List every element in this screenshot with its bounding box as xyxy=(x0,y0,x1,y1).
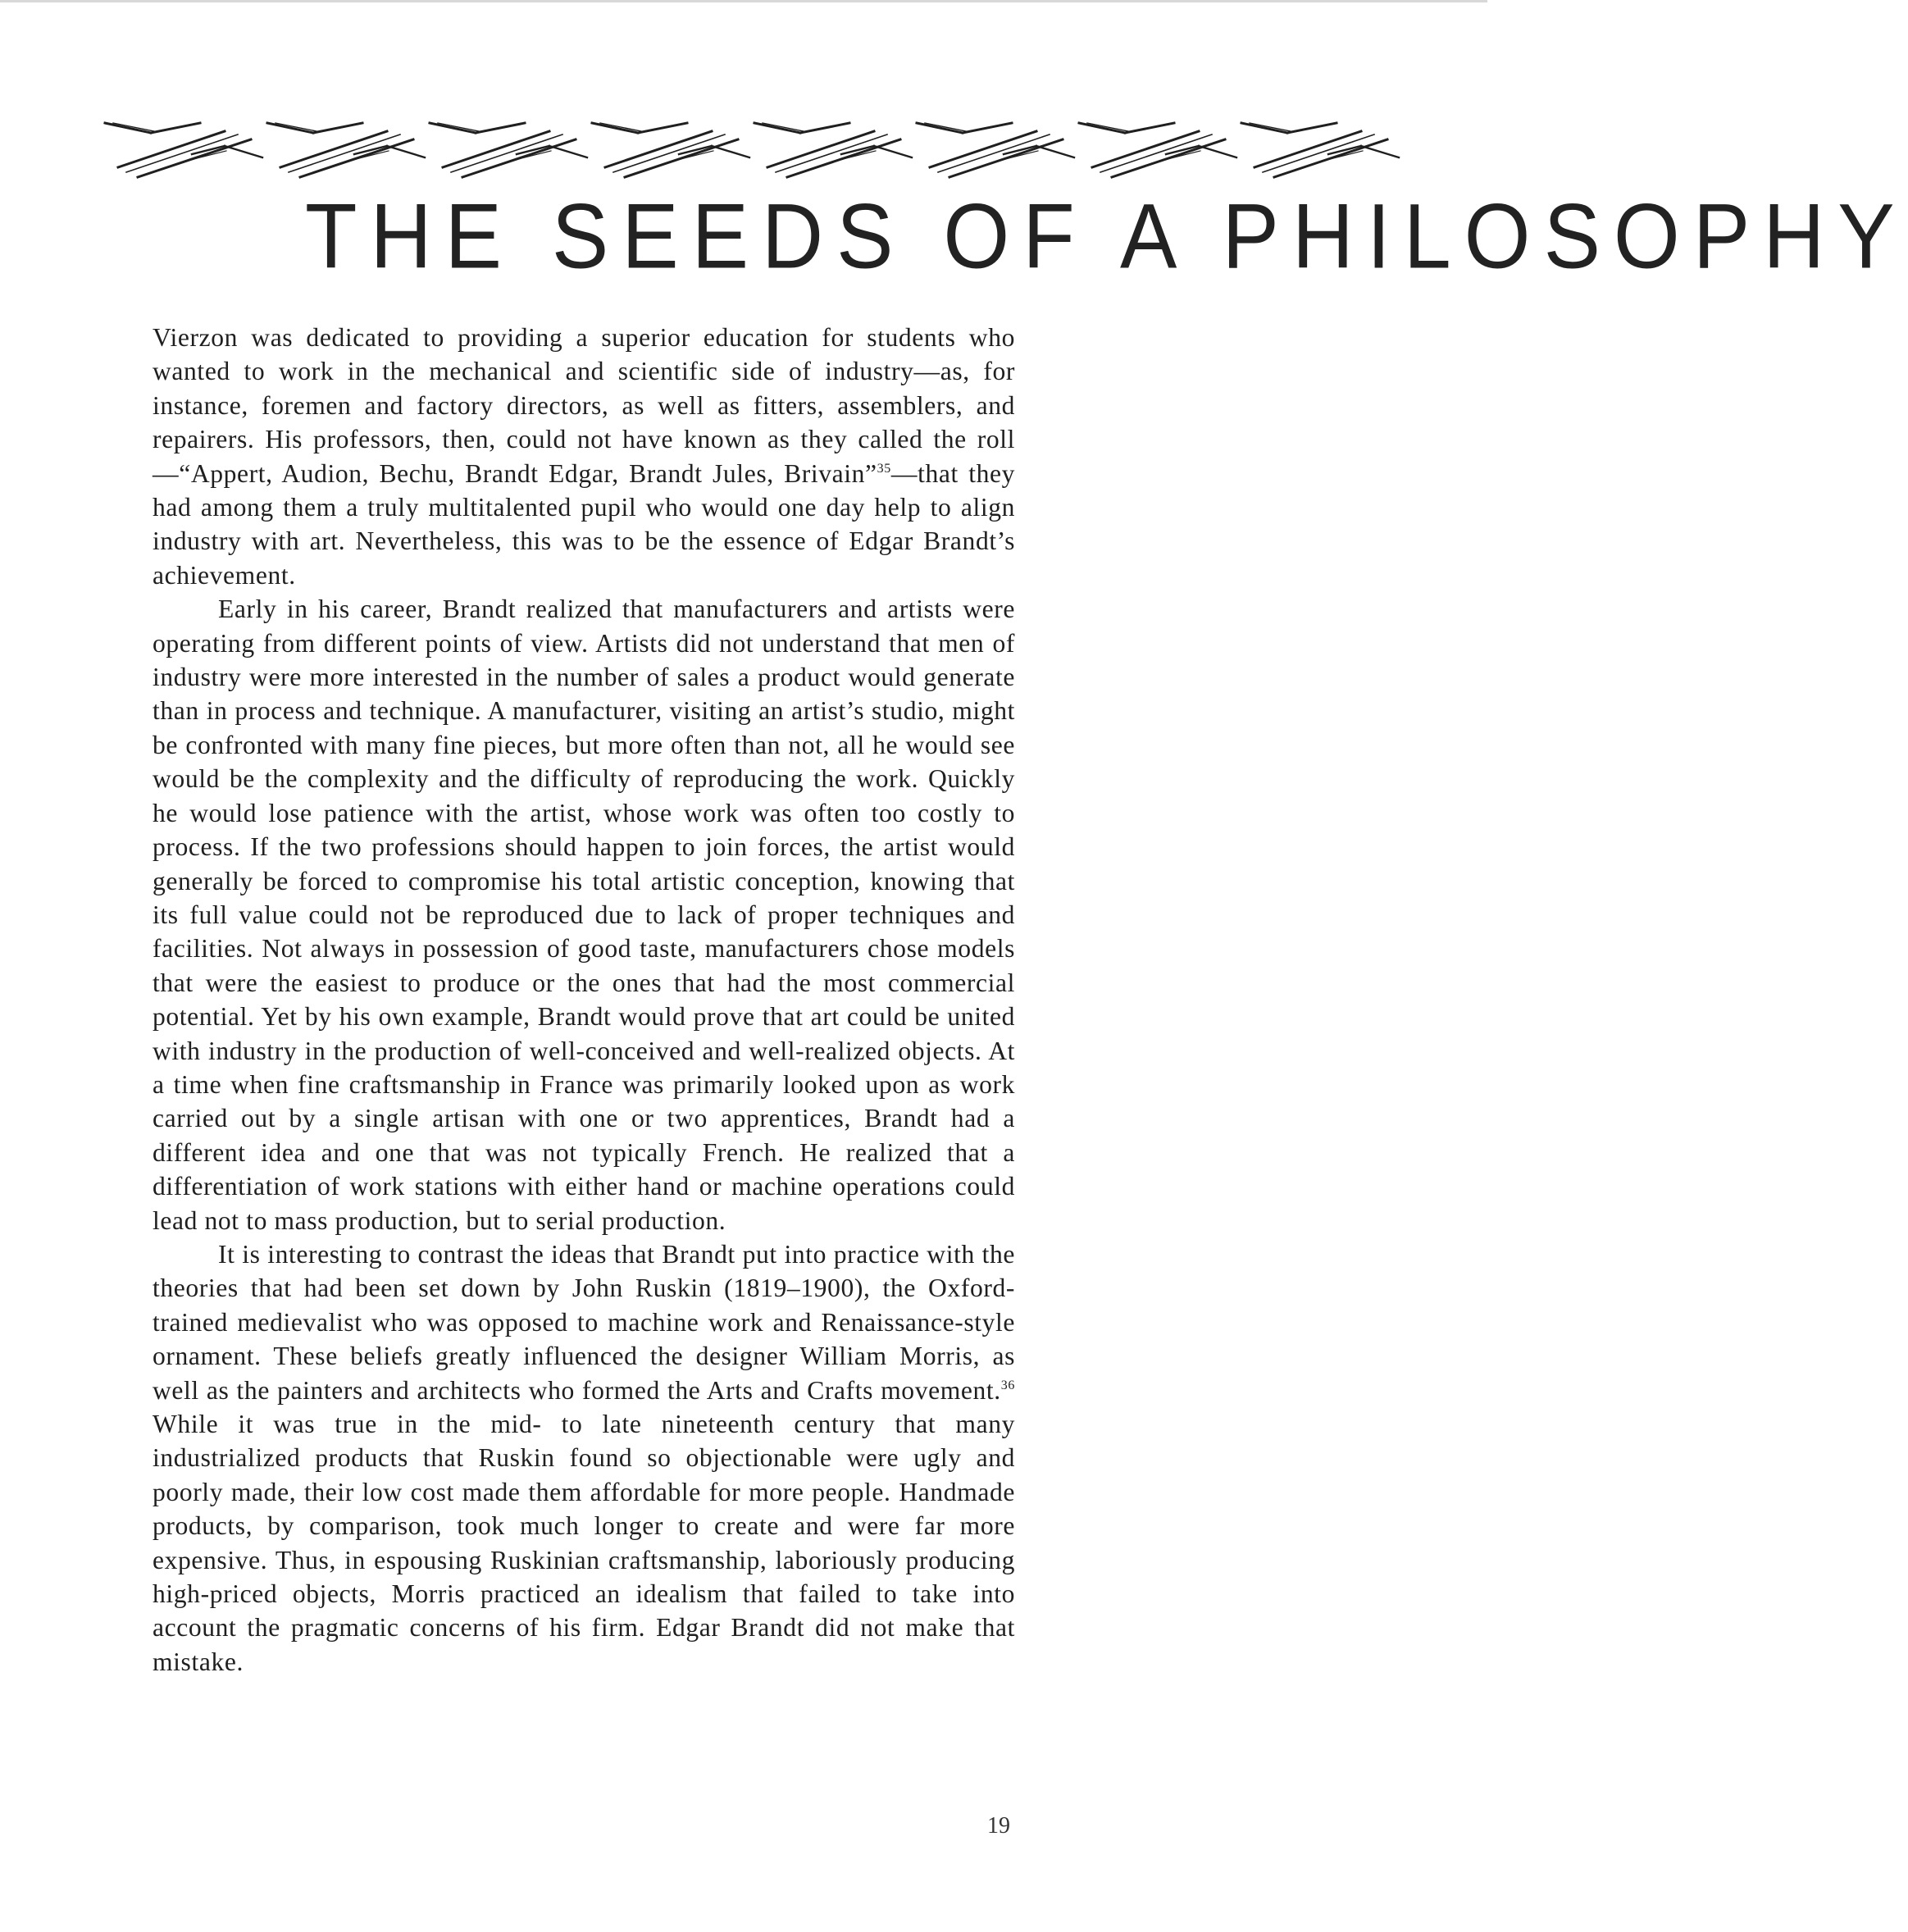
chevron-stroke xyxy=(800,123,849,133)
chevron-stroke xyxy=(462,139,576,177)
paragraph-2: Early in his career, Brandt realized that manufacturers and artists were operating from different points of view. Artists did not understand that men of industry were more interested in the number of sales a product would generate than in process and technique. A manufacturer, visiting an artist’s studio, might be confronted with many fine pieces, but more often than not, all he would see would be the complexity and the difficulty of reproducing the work. Quickly he would lose patience with the artist, whose work was often too costly to process. If the two professions should happen to join forces, the artist would generally be forced to compromise his total artistic conception, knowing that its full value could not be reproduced due to lack of proper techniques and facilities. Not always in possession of good taste, manufacturers chose models that were the easiest to produce or the ones that had the most commercial potential. Yet by his own example, Brandt would prove that art could be united with industry in the production of well-conceived and well-realized objects. At a time when fine craftsmanship in France was primarily looked upon as work carried out by a single artisan with one or two apprentices, Brandt had a different idea and one that was not typically French. He realized that a differentiation of work stations with either hand or machine operations could lead not to mass production, but to serial production. xyxy=(153,595,1015,1235)
chevron-stroke xyxy=(949,139,1063,177)
chevron-stroke xyxy=(874,146,912,157)
chevron-stroke xyxy=(1112,139,1225,177)
chevron-stroke xyxy=(1125,123,1174,133)
chevron-stroke xyxy=(225,146,262,157)
chevron-stroke xyxy=(1241,123,1287,133)
chevron-stroke xyxy=(151,123,200,133)
chevron-stroke xyxy=(476,123,525,133)
chevron-stroke xyxy=(613,134,725,172)
paragraph-3 xyxy=(153,1237,1015,1679)
chevron-stroke xyxy=(1079,123,1125,133)
paragraph-1-text-a: Vierzon was dedicated to providing a superior education for students who wanted to work in the mechanical and scientific side of industry—as, for instance, foremen and factory directors, as well as fitters, assemblers, and repairers. His professors, then, could not have known as they called the roll—“Appert, Audion, Bechu, Brandt Edgar, Brandt Jules, Brivain” xyxy=(153,323,1015,488)
chevron-stroke xyxy=(267,123,313,133)
chevron-stroke xyxy=(625,139,738,177)
chevron-stroke xyxy=(126,134,238,172)
chevron-stroke xyxy=(963,123,1012,133)
chevron-stroke xyxy=(917,123,963,133)
paragraph-1 xyxy=(153,321,1015,592)
chevron-stroke xyxy=(1361,146,1399,157)
chevron-stroke xyxy=(938,134,1050,172)
chevron-stroke xyxy=(105,123,151,133)
chevron-stroke xyxy=(712,146,749,157)
chevron-stroke xyxy=(638,123,687,133)
chevron-stroke xyxy=(754,123,800,133)
chapter-title: THE SEEDS OF A PHILOSOPHY xyxy=(305,185,1908,289)
chevron-stroke xyxy=(1199,146,1236,157)
chevron-stroke xyxy=(1036,146,1074,157)
paragraph-1-text-b: —that they had among them a truly multitalented pupil who would one day help to align industry with art. Nevertheless, this was to be the essence of Edgar Brandt’s achievement. xyxy=(153,458,1016,590)
chevron-stroke xyxy=(1263,134,1374,172)
chevron-stroke xyxy=(776,134,887,172)
paragraph-3-text-b: While it was true in the mid- to late nineteenth century that many industrialized products that Ruskin found so objectionable were ugly and poorly made, their low cost made them affordable for more people. Handmade products, by comparison, took much longer to create and were far more expensive. Thus, in espousing Ruskinian craftsmanship, laboriously producing high-priced objects, Morris practiced an idealism that failed to take into account the pragmatic concerns of his firm. Edgar Brandt did not make that mistake. xyxy=(153,1410,1015,1676)
chevron-stroke xyxy=(1287,123,1337,133)
footnote-ref-35: 35 xyxy=(877,461,891,476)
chevron-stroke xyxy=(787,139,900,177)
chevron-stroke xyxy=(289,134,400,172)
top-rule xyxy=(0,0,1487,2)
chevron-stroke xyxy=(300,139,413,177)
body-text xyxy=(153,321,1015,1679)
paragraph-3-text-a: It is interesting to contrast the ideas that Brandt put into practice with the theories that had been set down by John Ruskin (1819–1900), the Oxford-trained medievalist who was opposed to machine work and Renaissance-style ornament. These beliefs greatly influenced the designer William Morris, as well as the painters and architects who formed the Arts and Crafts movement. xyxy=(153,1239,1015,1405)
chevron-stroke xyxy=(387,146,425,157)
chevron-stroke xyxy=(451,134,562,172)
chevron-stroke xyxy=(430,123,476,133)
art-deco-chevron-border xyxy=(102,121,1397,179)
chevron-stroke xyxy=(592,123,638,133)
chevron-stroke xyxy=(1100,134,1212,172)
chevron-stroke xyxy=(138,139,251,177)
page-number: 19 xyxy=(987,1813,1010,1839)
chevron-stroke xyxy=(1274,139,1387,177)
chevron-stroke xyxy=(549,146,587,157)
footnote-ref-36: 36 xyxy=(1000,1378,1015,1392)
chevron-stroke xyxy=(313,123,362,133)
